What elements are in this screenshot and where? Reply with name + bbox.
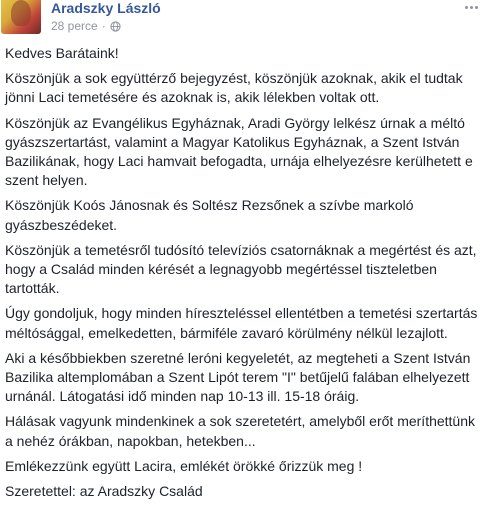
- post-paragraph: Úgy gondoljuk, hogy minden híreszteléssel ellentétben a temetési szertartás méltósággal, emelkedetten, bármiféle zavaró körülmény nélkül lezajlott.: [5, 305, 478, 341]
- post-paragraph: Köszönjük a sok együttérző bejegyzést, köszönjük azoknak, akik el tudtak jönni Laci temetésére és azoknak is, akik lélekben voltak ott.: [5, 70, 463, 106]
- post-body: [5, 44, 483, 507]
- post-paragraph: Hálásak vagyunk mindenkinek a sok szeretetért, amelyből erőt meríthettünk a nehéz órákban, napokban, hetekben...: [5, 413, 476, 449]
- post-paragraph: Köszönjük az Evangélikus Egyháznak, Aradi György lelkész úrnak a méltó gyászszertartást, valamint a Magyar Katolikus Egyháznak, a Szent István Bazilikának, hogy Laci hamvait befogadta, urnája elhelyezésre kerülhetett e szent helyen.: [5, 114, 473, 189]
- more-options-icon[interactable]: [462, 0, 480, 14]
- post-paragraph: Köszönjük Koós Jánosnak és Soltész Rezsőnek a szívbe markoló gyászbeszédeket.: [5, 197, 414, 233]
- post-paragraph: Emlékezzünk együtt Lacira, emlékét örökké őrizzük meg !: [5, 457, 363, 474]
- globe-icon[interactable]: [110, 21, 121, 32]
- post-header: [0, 0, 490, 40]
- post-paragraph: Kedves Barátaink!: [5, 45, 119, 61]
- post-paragraph: Köszönjük a temetésről tudósító televíziós csatornáknak a megértést és azt, hogy a Család minden kérését a legnagyobb megértéssel tiszteletben tartották.: [5, 241, 477, 297]
- post-timestamp-link[interactable]: 28 perce: [51, 19, 98, 33]
- post-paragraph: Szeretettel: az Aradszky Család: [5, 483, 203, 500]
- post-paragraph: Aki a későbbiekben szeretné leróni kegyeletét, az megteheti a Szent István Bazilika altemplomában a Szent Lipót terem "I" betűjelű falában elhelyezett urnánál. Látogatási idő minden nap 10-13 ill. 15-18 óráig.: [5, 349, 471, 405]
- meta-separator: ·: [101, 19, 106, 33]
- author-name-link[interactable]: Aradszky László: [51, 0, 161, 16]
- post-meta: [51, 19, 121, 33]
- author-avatar[interactable]: [1, 0, 41, 34]
